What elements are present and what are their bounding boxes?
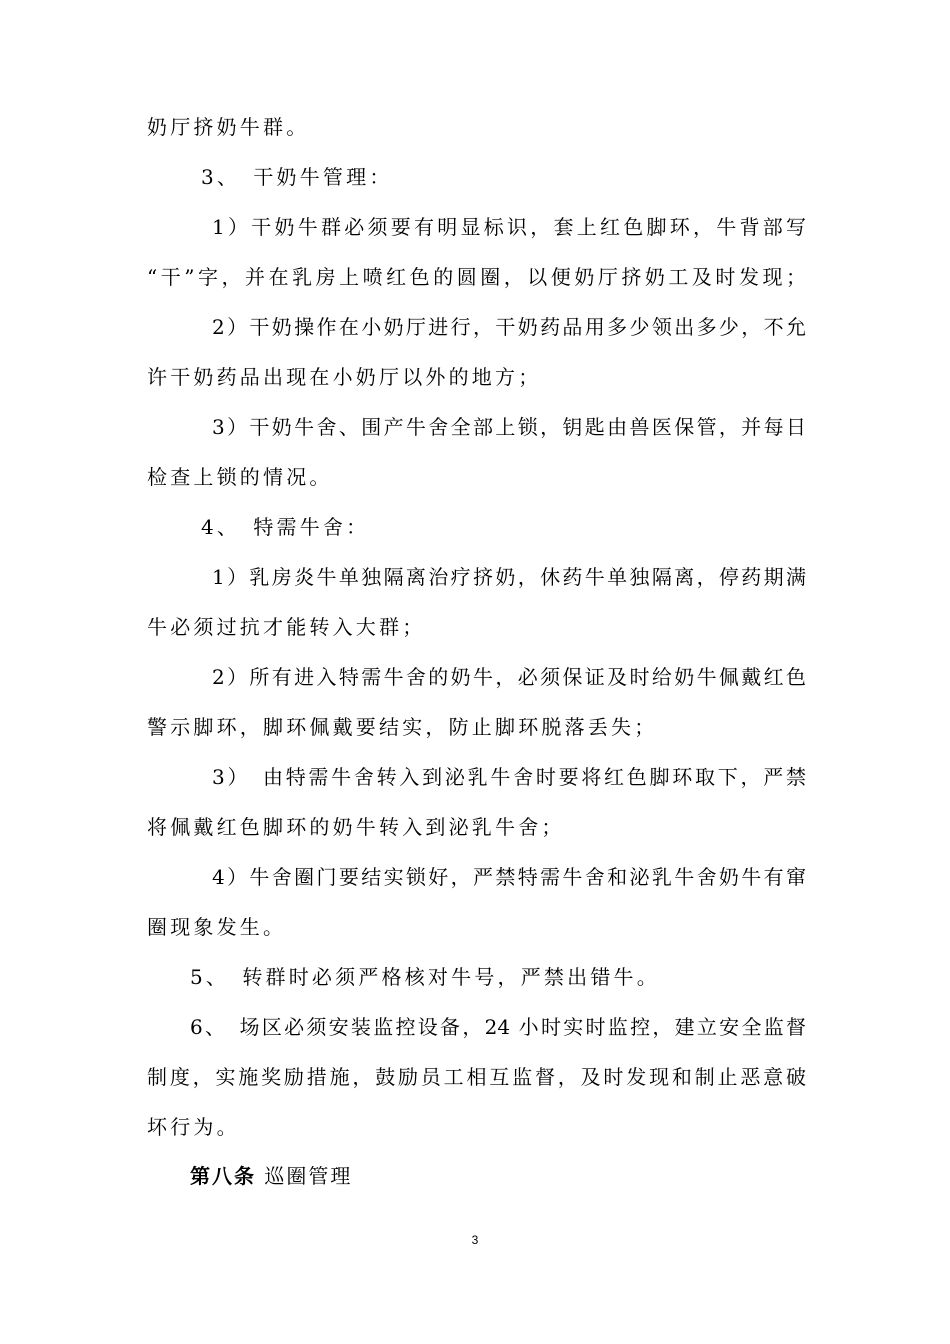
text-line-20: 制度，实施奖励措施，鼓励员工相互监督，及时发现和制止恶意破 — [147, 1065, 806, 1089]
text-line-6: 许干奶药品出现在小奶厅以外的地方； — [147, 365, 542, 389]
text-line-11: 牛必须过抗才能转入大群； — [147, 615, 426, 639]
text-line-5: 2）干奶操作在小奶厅进行，干奶药品用多少领出多少，不允 — [212, 315, 806, 339]
text-line-10: 1）乳房炎牛单独隔离治疗挤奶，休药牛单独隔离，停药期满 — [212, 565, 806, 589]
section-heading — [190, 1163, 352, 1189]
text-line-16: 4）牛舍圈门要结实锁好，严禁特需牛舍和泌乳牛舍奶牛有窜 — [212, 865, 806, 889]
text-line-12: 2）所有进入特需牛舍的奶牛，必须保证及时给奶牛佩戴红色 — [212, 665, 806, 689]
section-heading-title: 巡圈管理 — [256, 1164, 353, 1188]
text-line-1: 奶厅挤奶牛群。 — [147, 115, 310, 139]
text-line-7: 3）干奶牛舍、围产牛舍全部上锁，钥匙由兽医保管，并每日 — [212, 415, 806, 439]
text-line-14: 3） 由特需牛舍转入到泌乳牛舍时要将红色脚环取下，严禁 — [212, 765, 806, 789]
text-line-2: 3、 干奶牛管理： — [201, 165, 393, 189]
section-heading-number: 第八条 — [190, 1164, 256, 1188]
text-line-13: 警示脚环，脚环佩戴要结实，防止脚环脱落丢失； — [147, 715, 658, 739]
page-number: 3 — [471, 1233, 479, 1247]
text-line-18: 5、 转群时必须严格核对牛号，严禁出错牛。 — [190, 965, 660, 989]
text-line-21: 坏行为。 — [147, 1115, 240, 1139]
text-line-4: “干”字，并在乳房上喷红色的圆圈，以便奶厅挤奶工及时发现； — [147, 265, 806, 289]
text-line-17: 圈现象发生。 — [147, 915, 287, 939]
text-line-3: 1）干奶牛群必须要有明显标识，套上红色脚环，牛背部写 — [212, 215, 806, 239]
text-line-9: 4、 特需牛舍： — [201, 515, 370, 539]
text-line-8: 检查上锁的情况。 — [147, 465, 333, 489]
text-line-15: 将佩戴红色脚环的奶牛转入到泌乳牛舍； — [147, 815, 565, 839]
text-line-19: 6、 场区必须安装监控设备，24 小时实时监控，建立安全监督 — [190, 1015, 806, 1039]
